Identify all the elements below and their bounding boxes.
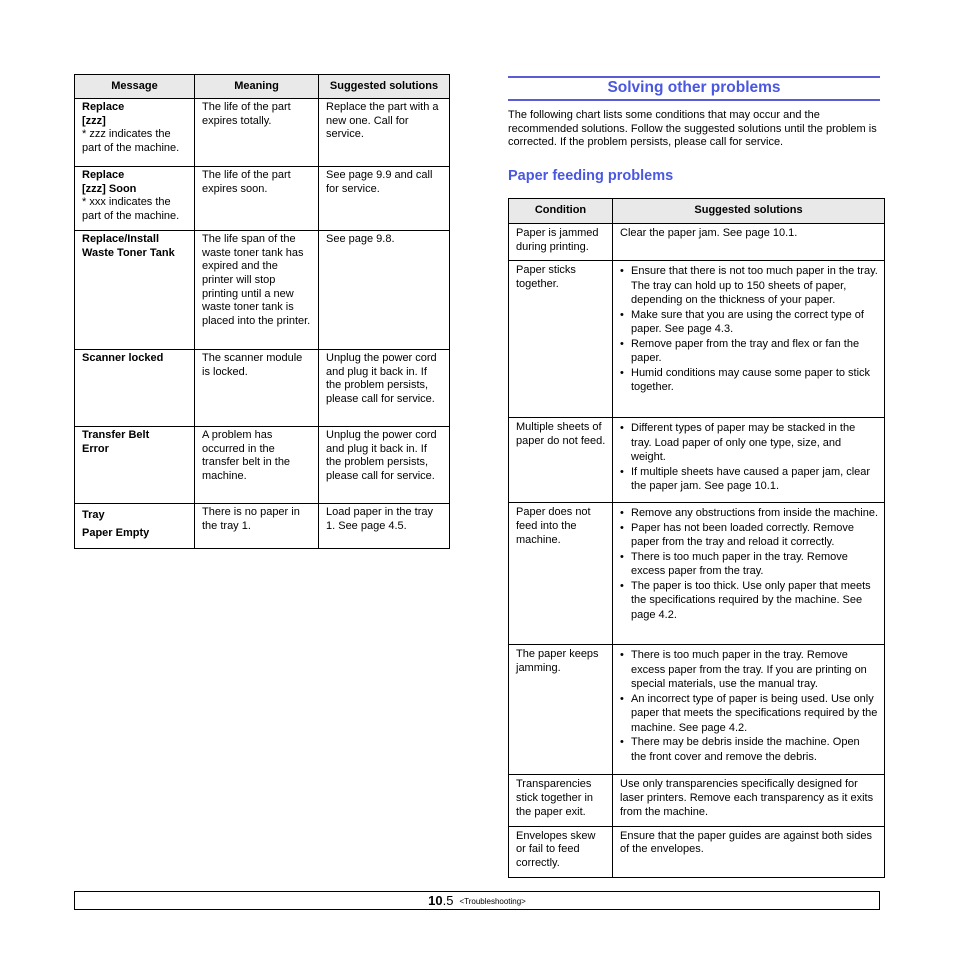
table-header-row xyxy=(509,199,885,224)
table-row xyxy=(75,167,450,231)
solution-text: Unplug the power cord and plug it back in. If the problem persists, please call for service. xyxy=(326,428,437,482)
solution-text: Ensure that the paper guides are against both sides of the envelopes. xyxy=(620,829,872,856)
list-item: • Paper has not been loaded correctly. Remove paper from the tray and reload it correctly. xyxy=(620,521,878,550)
condition-text: Paper sticks together. xyxy=(516,264,576,291)
list-item: • Make sure that you are using the correct type of paper. See page 4.3. xyxy=(620,308,878,337)
page-footer xyxy=(74,891,880,910)
condition-text: Paper is jammed during printing. xyxy=(516,227,599,253)
table-header-row xyxy=(75,75,450,99)
condition-text: Envelopes skew or fail to feed correctly. xyxy=(516,829,596,869)
condition-text: Transparencies stick together in the paper exit. xyxy=(516,778,594,818)
solution-list xyxy=(620,506,878,622)
column-header-solutions: Suggested solutions xyxy=(319,75,450,99)
column-header-meaning: Meaning xyxy=(195,75,319,99)
table-row xyxy=(75,99,450,167)
list-item: • There is too much paper in the tray. Remove excess paper from the tray. xyxy=(620,550,878,579)
message-text: Replace [zzz] Soon xyxy=(82,169,137,195)
table-row xyxy=(509,418,885,503)
message-text: Scanner locked xyxy=(82,351,164,364)
solution-text: Unplug the power cord and plug it back in. If the problem persists, please call for service. xyxy=(326,351,437,405)
list-item: • There may be debris inside the machine. Open the front cover and remove the debris. xyxy=(620,735,878,764)
meaning-text: There is no paper in the tray 1. xyxy=(202,505,300,532)
chapter-number: 10 xyxy=(428,893,443,908)
message-text: Transfer Belt Error xyxy=(82,428,150,455)
solution-list xyxy=(620,264,878,395)
subsection-title: Paper feeding problems xyxy=(508,168,674,184)
list-item: • Ensure that there is not too much paper in the tray. The tray can hold up to 150 sheets of paper, depending on the thickness of your paper. xyxy=(620,264,878,308)
column-header-condition: Condition xyxy=(509,199,613,224)
list-item: • There is too much paper in the tray. Remove excess paper from the tray. If you are printing on special materials, use the manual tray. xyxy=(620,648,878,692)
table-row xyxy=(509,775,885,826)
section-title: Solving other problems xyxy=(508,76,880,101)
message-note: * xxx indicates the part of the machine. xyxy=(82,196,180,223)
column-header-message: Message xyxy=(75,75,195,99)
table-row xyxy=(75,230,450,349)
condition-text: Paper does not feed into the machine. xyxy=(516,506,591,546)
list-item: • Remove any obstructions from inside the machine. xyxy=(620,506,878,521)
condition-text: The paper keeps jamming. xyxy=(516,648,599,675)
column-header-solutions: Suggested solutions xyxy=(613,199,885,224)
error-message-table xyxy=(74,74,450,549)
message-note: * zzz indicates the part of the machine. xyxy=(82,128,180,155)
paper-feeding-table xyxy=(508,198,885,878)
table-row xyxy=(509,261,885,418)
solution-text: Use only transparencies specifically designed for laser printers. Remove each transparency as it exits from the machine. xyxy=(620,778,874,818)
list-item: • Different types of paper may be stacked in the tray. Load paper of only one type, size, and weight. xyxy=(620,421,878,465)
meaning-text: The scanner module is locked. xyxy=(202,351,303,378)
list-item: • An incorrect type of paper is being used. Use only paper that meets the specifications required by the machine. See page 4.2. xyxy=(620,692,878,736)
meaning-text: The life of the part expires soon. xyxy=(202,169,291,195)
table-row xyxy=(75,426,450,503)
list-item: • The paper is too thick. Use only paper that meets the specifications required by the machine. See page 4.2. xyxy=(620,579,878,623)
table-row xyxy=(75,503,450,548)
solution-text: Replace the part with a new one. Call for service. xyxy=(326,101,439,141)
solution-list xyxy=(620,421,878,494)
list-item: • If multiple sheets have caused a paper jam, clear the paper jam. See page 10.1. xyxy=(620,465,878,494)
table-row xyxy=(75,349,450,426)
solution-text: See page 9.8. xyxy=(326,232,395,245)
meaning-text: The life of the part expires totally. xyxy=(202,101,291,127)
solution-list xyxy=(620,648,878,764)
section-intro: The following chart lists some conditions that may occur and the recommended solutions. Follow the suggested solutions until the problem is corrected. If the problem persists, please call for service. xyxy=(508,109,877,148)
table-row xyxy=(509,645,885,775)
table-row xyxy=(509,826,885,877)
solution-text: Clear the paper jam. See page 10.1. xyxy=(620,227,798,239)
solution-text: Load paper in the tray 1. See page 4.5. xyxy=(326,505,434,532)
message-text: Replace [zzz] xyxy=(82,101,125,127)
table-row xyxy=(509,224,885,261)
section-reference: <Troubleshooting> xyxy=(459,897,526,906)
list-item: • Remove paper from the tray and flex or fan the paper. xyxy=(620,337,878,366)
meaning-text: The life span of the waste toner tank has expired and the printer will stop printing until a new waste toner tank is placed into the printer. xyxy=(202,232,311,328)
solution-text: See page 9.9 and call for service. xyxy=(326,169,433,195)
page-number: .5 xyxy=(442,893,454,908)
list-item: • Humid conditions may cause some paper to stick together. xyxy=(620,366,878,395)
condition-text: Multiple sheets of paper do not feed. xyxy=(516,421,606,448)
meaning-text: A problem has occurred in the transfer belt in the machine. xyxy=(202,428,291,482)
message-text: Tray Paper Empty xyxy=(82,508,150,539)
table-row xyxy=(509,503,885,645)
message-text: Replace/Install Waste Toner Tank xyxy=(82,232,175,259)
